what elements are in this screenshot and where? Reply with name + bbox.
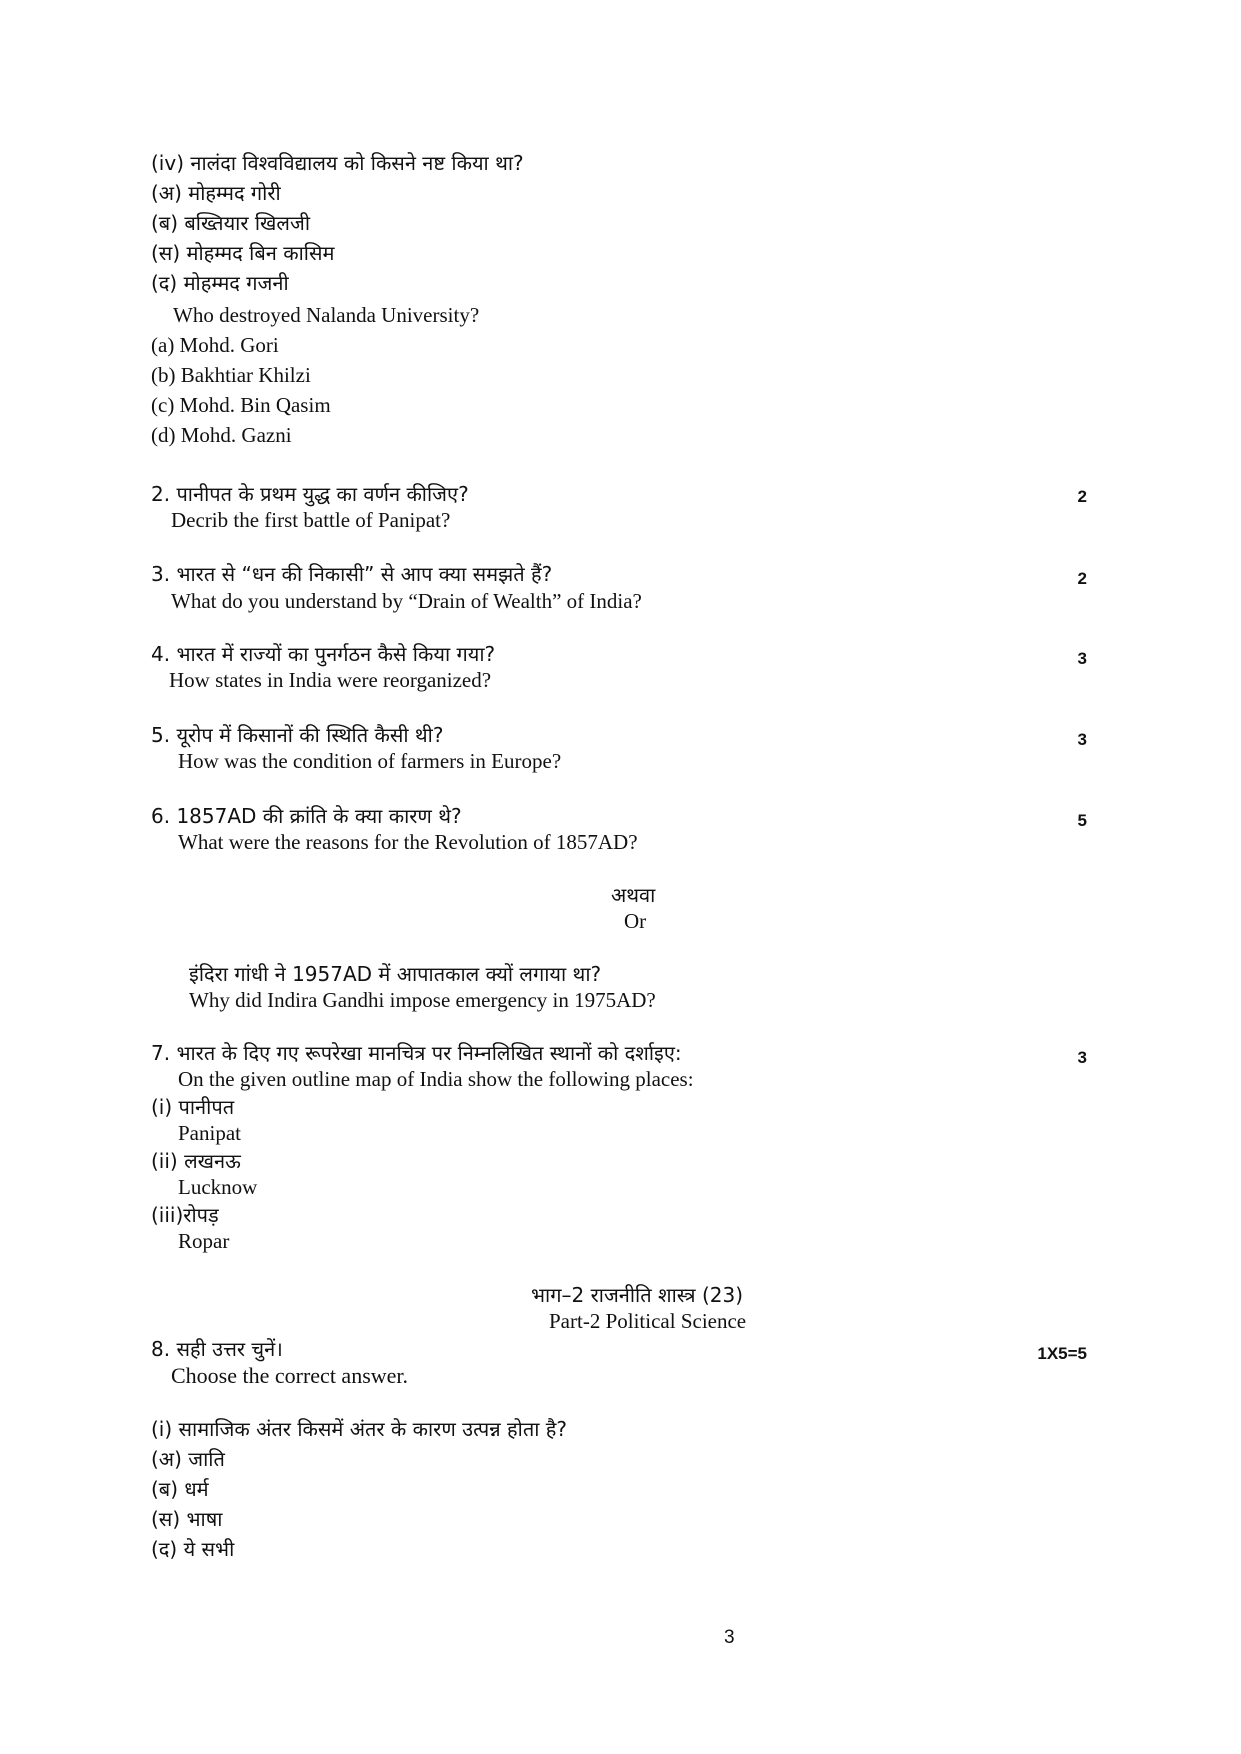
page-number: 3 [724,1627,735,1648]
q8-marks: 1X5=5 [1037,1344,1087,1363]
q3-english: What do you understand by “Drain of Wealth” of India? [171,589,642,613]
part2-heading-english: Part-2 Political Science [549,1309,747,1333]
q5-hindi: 5. यूरोप में किसानों की स्थिति कैसी थी? [151,723,444,747]
q5-english: How was the condition of farmers in Europe? [178,749,562,773]
q6-english: What were the reasons for the Revolution of 1857AD? [178,830,638,854]
q3-marks: 2 [1077,569,1087,588]
q8-option-c: (स) भाषा [151,1507,223,1531]
q3-hindi: 3. भारत से “धन की निकासी” से आप क्या समझते हैं? [151,562,553,586]
q6-or-hindi: अथवा [611,883,656,907]
q8-option-b: (ब) धर्म [151,1477,209,1501]
q7-place-2-english: Lucknow [178,1175,258,1199]
q4-english: How states in India were reorganized? [169,668,492,692]
q7-place-2-hindi: (ii) लखनऊ [151,1149,241,1173]
q1-iv-hindi-question: (iv) नालंदा विश्वविद्यालय को किसने नष्ट किया था? [151,151,524,175]
q2-marks: 2 [1077,487,1087,506]
q7-place-1-english: Panipat [178,1121,241,1145]
q8-hindi: 8. सही उत्तर चुनें। [151,1337,283,1361]
q1-iv-english-option-c: (c) Mohd. Bin Qasim [151,393,331,417]
q6-marks: 5 [1077,811,1087,830]
q6-alt-english: Why did Indira Gandhi impose emergency in 1975AD? [189,988,656,1012]
q1-iv-english-question: Who destroyed Nalanda University? [173,303,480,327]
q2-hindi: 2. पानीपत के प्रथम युद्ध का वर्णन कीजिए? [151,482,469,506]
q7-place-1-hindi: (i) पानीपत [151,1095,235,1119]
q7-english: On the given outline map of India show the following places: [178,1067,694,1091]
q6-or-english: Or [624,909,647,933]
q4-marks: 3 [1077,649,1087,668]
q1-iv-hindi-option-b: (ब) बख्तियार खिलजी [151,211,311,235]
q8-option-a: (अ) जाति [151,1447,225,1471]
q2-english: Decrib the first battle of Panipat? [171,508,451,532]
q7-place-3-english: Ropar [178,1229,230,1253]
q1-iv-hindi-option-a: (अ) मोहम्मद गोरी [151,181,281,205]
q1-iv-english-option-a: (a) Mohd. Gori [151,333,279,357]
q1-iv-hindi-option-d: (द) मोहम्मद गजनी [151,271,289,295]
q7-place-3-hindi: (iii)रोपड़ [151,1203,219,1227]
q6-alt-hindi: इंदिरा गांधी ने 1957AD में आपातकाल क्यों लगाया था? [189,962,602,986]
q7-hindi: 7. भारत के दिए गए रूपरेखा मानचित्र पर निम्नलिखित स्थानों को दर्शाइए: [151,1041,682,1065]
q5-marks: 3 [1077,730,1087,749]
q8-english: Choose the correct answer. [171,1363,409,1388]
q7-marks: 3 [1077,1048,1087,1067]
q8-sub-i-hindi: (i) सामाजिक अंतर किसमें अंतर के कारण उत्पन्न होता है? [151,1417,568,1441]
q1-iv-english-option-b: (b) Bakhtiar Khilzi [151,363,311,387]
q1-iv-hindi-option-c: (स) मोहम्मद बिन कासिम [151,241,335,265]
part2-heading-hindi: भाग–2 राजनीति शास्त्र (23) [531,1283,744,1307]
q1-iv-english-option-d: (d) Mohd. Gazni [151,423,292,447]
q6-hindi: 6. 1857AD की क्रांति के क्या कारण थे? [151,804,462,828]
q4-hindi: 4. भारत में राज्यों का पुनर्गठन कैसे किया गया? [151,642,496,666]
q8-option-d: (द) ये सभी [151,1537,235,1561]
